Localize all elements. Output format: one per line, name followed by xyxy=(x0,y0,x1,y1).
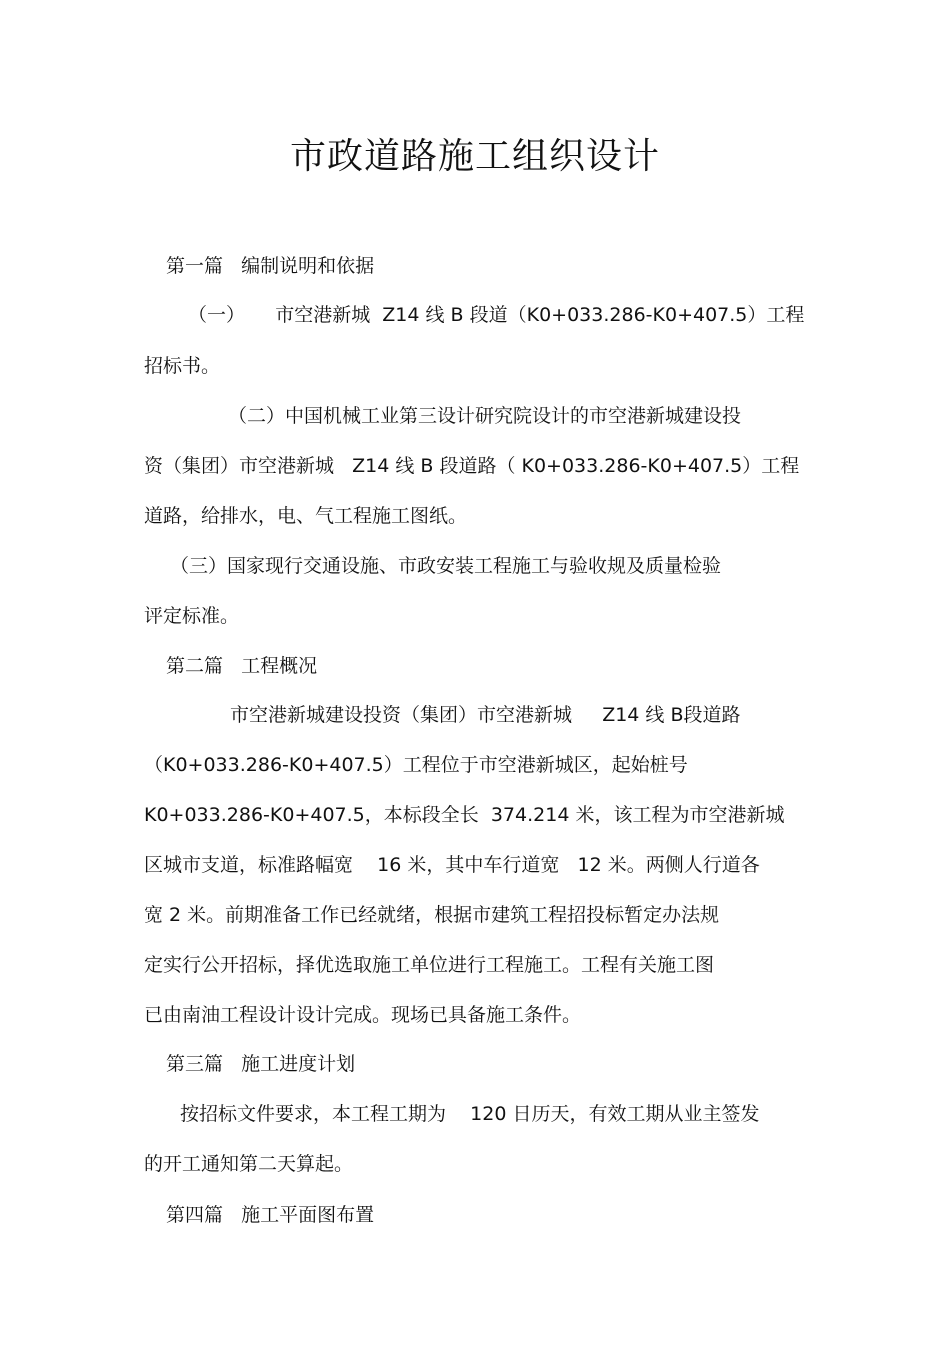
text-line: （一） 市空港新城 Z14 线 B 段道（K0+033.286-K0+407.5）工程 xyxy=(188,304,805,326)
section-heading-2: 第二篇 工程概况 xyxy=(166,655,318,677)
text-line: 市空港新城建设投资（集团）市空港新城 Z14 线 B段道路 xyxy=(230,704,741,726)
text-line: 招标书。 xyxy=(144,355,221,377)
text-line: 宽 2 米。前期准备工作已经就绪，根据市建筑工程招投标暂定办法规 xyxy=(144,904,720,926)
text-line: 按招标文件要求，本工程工期为 120 日历天，有效工期从业主签发 xyxy=(180,1103,760,1125)
text-line: 资（集团）市空港新城 Z14 线 B 段道路（ K0+033.286-K0+407.5）工程 xyxy=(144,455,800,477)
text-line: （二）中国机械工业第三设计研究院设计的市空港新城建设投 xyxy=(228,405,742,427)
document-title: 市政道路施工组织设计 xyxy=(289,136,660,177)
section-heading-1: 第一篇 编制说明和依据 xyxy=(166,255,375,277)
text-line: K0+033.286-K0+407.5，本标段全长 374.214 米，该工程为市空港新城 xyxy=(144,804,785,826)
section-heading-3: 第三篇 施工进度计划 xyxy=(166,1053,356,1075)
text-line: （三）国家现行交通设施、市政安装工程施工与验收规及质量检验 xyxy=(170,555,722,577)
text-line: 已由南油工程设计设计完成。现场已具备施工条件。 xyxy=(144,1004,582,1026)
text-line: 评定标准。 xyxy=(144,605,240,627)
section-heading-4: 第四篇 施工平面图布置 xyxy=(166,1204,375,1226)
text-line: 道路，给排水，电、气工程施工图纸。 xyxy=(144,505,468,527)
text-line: 定实行公开招标，择优选取施工单位进行工程施工。工程有关施工图 xyxy=(144,954,715,976)
text-line: 的开工通知第二天算起。 xyxy=(144,1153,354,1175)
text-line: 区城市支道，标准路幅宽 16 米，其中车行道宽 12 米。两侧人行道各 xyxy=(144,854,760,876)
text-line: （K0+033.286-K0+407.5）工程位于市空港新城区，起始桩号 xyxy=(144,754,688,776)
